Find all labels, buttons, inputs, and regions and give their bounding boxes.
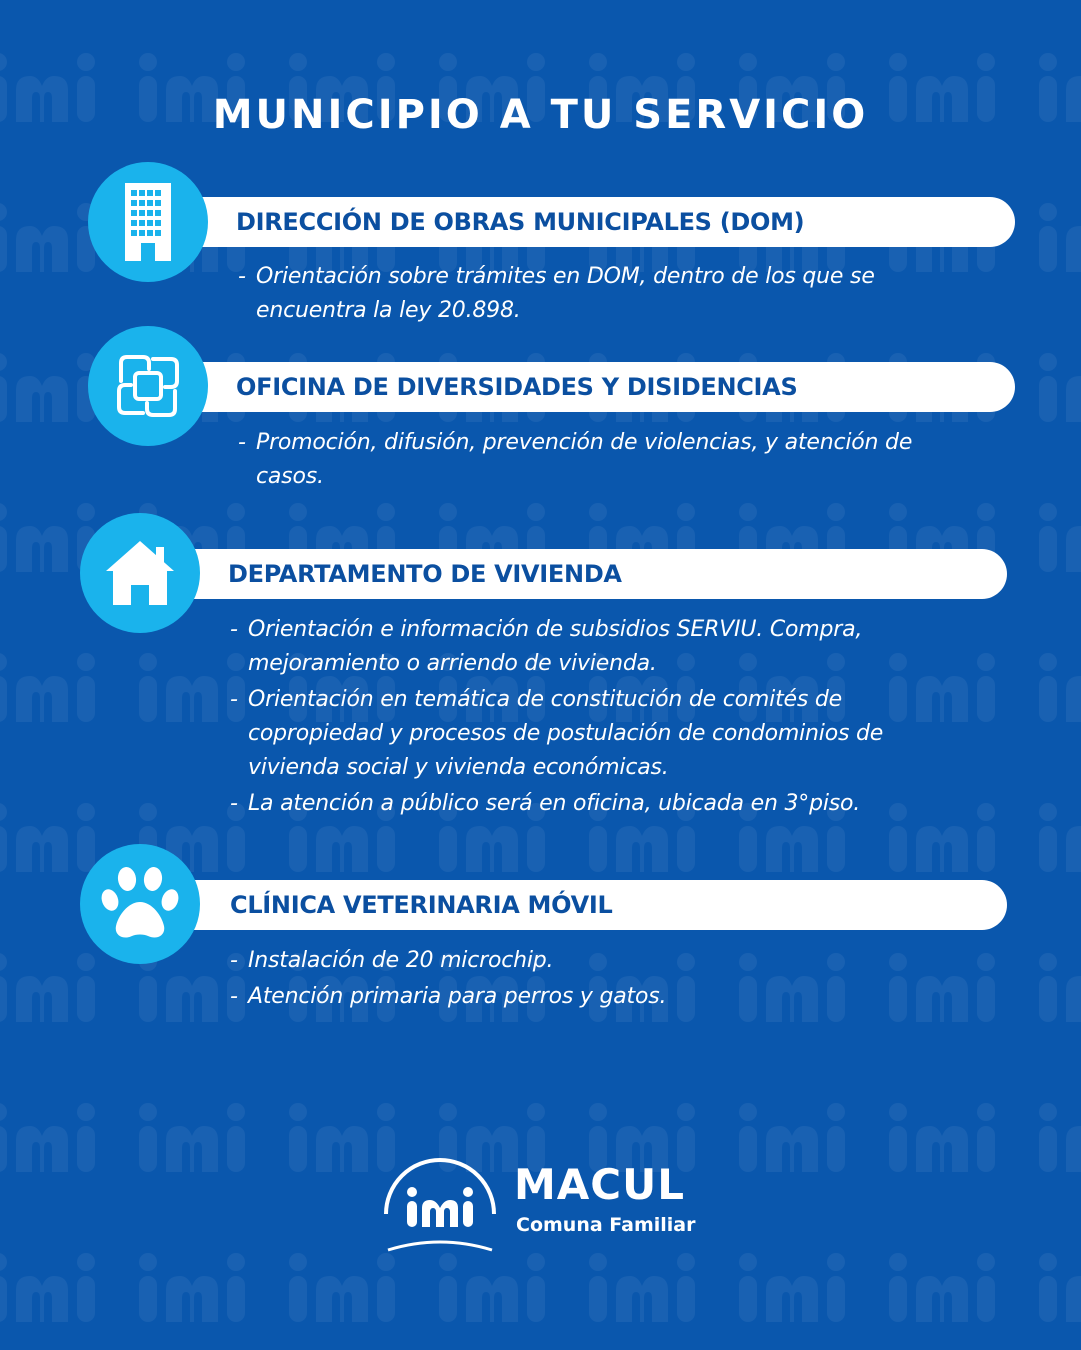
section-icon-circle [80,844,200,964]
bullet-item: - Promoción, difusión, prevención de violencias, y atención de casos. [238,426,968,494]
macul-family-logo-icon [380,1158,500,1254]
section-heading-pill [142,880,1007,930]
bullet-item: - Orientación sobre trámites en DOM, dentro de los que se encuentra la ley 20.898. [238,260,958,328]
section-heading: OFICINA DE DIVERSIDADES Y DISIDENCIAS [236,373,798,401]
paw-icon [100,866,180,942]
section-bullets [238,260,958,330]
section-icon-circle [88,162,208,282]
bullet-item: - Atención primaria para perros y gatos. [230,980,950,1014]
section-heading: DIRECCIÓN DE OBRAS MUNICIPALES (DOM) [236,208,805,236]
bullet-item: - Instalación de 20 microchip. [230,944,950,978]
section-heading-pill [150,197,1015,247]
house-icon [104,539,176,607]
bullet-item: - Orientación e información de subsidios SERVIU. Compra, mejoramiento o arriendo de vivienda. [230,613,950,681]
section-bullets [238,426,968,496]
bullet-item: - Orientación en temática de constitución de comités de copropiedad y procesos de postulación de condominios de vivienda social y vivienda económicas. [230,683,950,785]
logo-tagline: Comuna Familiar [516,1214,696,1236]
hands-together-icon [113,351,183,421]
section-heading: DEPARTAMENTO DE VIVIENDA [228,560,622,588]
page-title: MUNICIPIO A TU SERVICIO [212,92,869,138]
bullet-item: - La atención a público será en oficina, ubicada en 3°piso. [230,787,950,821]
section-icon-circle [88,326,208,446]
logo-name: MACUL [514,1160,685,1209]
section-heading-pill [150,362,1015,412]
section-bullets [230,613,950,823]
macul-logo [380,1158,710,1258]
section-heading-pill [142,549,1007,599]
building-icon [125,183,171,261]
section-bullets [230,944,950,1016]
section-icon-circle [80,513,200,633]
section-heading: CLÍNICA VETERINARIA MÓVIL [230,891,613,919]
